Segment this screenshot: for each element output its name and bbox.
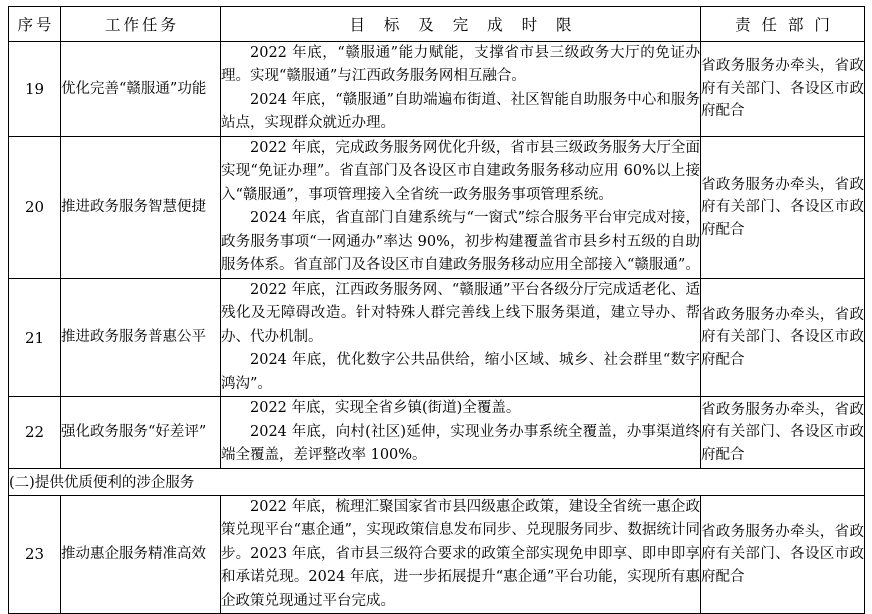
cell-task: 强化政务服务“好差评”: [61, 397, 221, 468]
cell-goal: [221, 42, 701, 137]
goal-paragraph: 2022 年底，梳理汇聚国家省市县四级惠企政策，建设全省统一惠企政策兑现平台“惠企通”，实现政策信息发布同步、兑现服务同步、数据统计同步。2023 年底，省市县三级符合要求的政策全部实现免申即享、即申即享和承诺兑现。2024 年底，进一步拓展提升“惠企通”平台功能，实现所有惠企政策兑现通过平台完成。: [221, 498, 700, 609]
column-header-task: 工作任务: [61, 7, 221, 42]
cell-department: 省政务服务办牵头，省政府有关部门、各设区市政府配合: [701, 42, 865, 137]
cell-department: 省政务服务办牵头，省政府有关部门、各设区市政府配合: [701, 397, 865, 468]
cell-number: 22: [9, 397, 61, 468]
goal-paragraph: 2022 年底，实现全省乡镇(街道)全覆盖。: [250, 400, 521, 417]
cell-goal: [221, 278, 701, 396]
cell-department: 省政务服务办牵头，省政府有关部门、各设区市政府配合: [701, 136, 865, 278]
cell-department: 省政务服务办牵头，省政府有关部门、各设区市政府配合: [701, 278, 865, 396]
goal-paragraph: 2022 年底，“赣服通”能力赋能，支撑省市县三级政务大厅的免证办理。实现“赣服通”与江西政务服务网相互融合。: [221, 45, 700, 85]
column-header-number: 序号: [9, 7, 61, 42]
cell-task: 优化完善“赣服通”功能: [61, 42, 221, 137]
cell-task: 推动惠企服务精准高效: [61, 495, 221, 613]
table-header: [9, 7, 865, 42]
table-header-row: [9, 7, 865, 42]
table-body: [9, 42, 865, 614]
table-section-row: [9, 468, 865, 495]
column-header-goal: 目 标 及 完 成 时 限: [221, 7, 701, 42]
goal-paragraph: 2022 年底，完成政务服务网优化升级，省市县三级政务服务大厅全面实现“免证办理”。省直部门及各设区市自建政务服务移动应用 60%以上接入“赣服通”，事项管理接入全省统一政务服务事项管理系统。: [221, 139, 700, 203]
cell-goal: [221, 495, 701, 613]
cell-goal: [221, 136, 701, 278]
table-row: [9, 495, 865, 613]
cell-number: 20: [9, 136, 61, 278]
cell-number: 21: [9, 278, 61, 396]
goal-paragraph: 2022 年底，江西政务服务网、“赣服通”平台各级分厅完成适老化、适残化及无障碍改造。针对特殊人群完善线上线下服务渠道，建立导办、帮办、代办机制。: [221, 281, 700, 345]
goal-paragraph: 2024 年底，向村(社区)延伸，实现业务办事系统全覆盖，办事渠道终端全覆盖，差评整改率 100%。: [221, 423, 700, 464]
table-row: [9, 278, 865, 396]
section-label: (二)提供优质便利的涉企服务: [9, 468, 865, 495]
goal-paragraph: 2024 年底，省直部门自建系统与“一窗式”综合服务平台审完成对接，政务服务事项“一网通办”率达 90%，初步构建覆盖省市县乡村五级的自助服务体系。省直部门及各设区市自建政务服务移动应用全部接入“赣服通”。: [221, 210, 700, 274]
column-header-department: 责 任 部 门: [701, 7, 865, 42]
table-row: [9, 42, 865, 137]
cell-goal: [221, 397, 701, 468]
cell-task: 推进政务服务普惠公平: [61, 278, 221, 396]
cell-department: 省政务服务办牵头，省政府有关部门、各设区市政府配合: [701, 495, 865, 613]
cell-task: 推进政务服务智慧便捷: [61, 136, 221, 278]
cell-number: 23: [9, 495, 61, 613]
table-row: [9, 397, 865, 468]
table-row: [9, 136, 865, 278]
task-table: [8, 6, 865, 614]
goal-paragraph: 2024 年底，“赣服通”自助端遍布街道、社区智能自助服务中心和服务站点，实现群众就近办理。: [221, 91, 700, 132]
goal-paragraph: 2024 年底，优化数字公共品供给，缩小区域、城乡、社会群里“数字鸿沟”。: [221, 352, 700, 392]
cell-number: 19: [9, 42, 61, 137]
